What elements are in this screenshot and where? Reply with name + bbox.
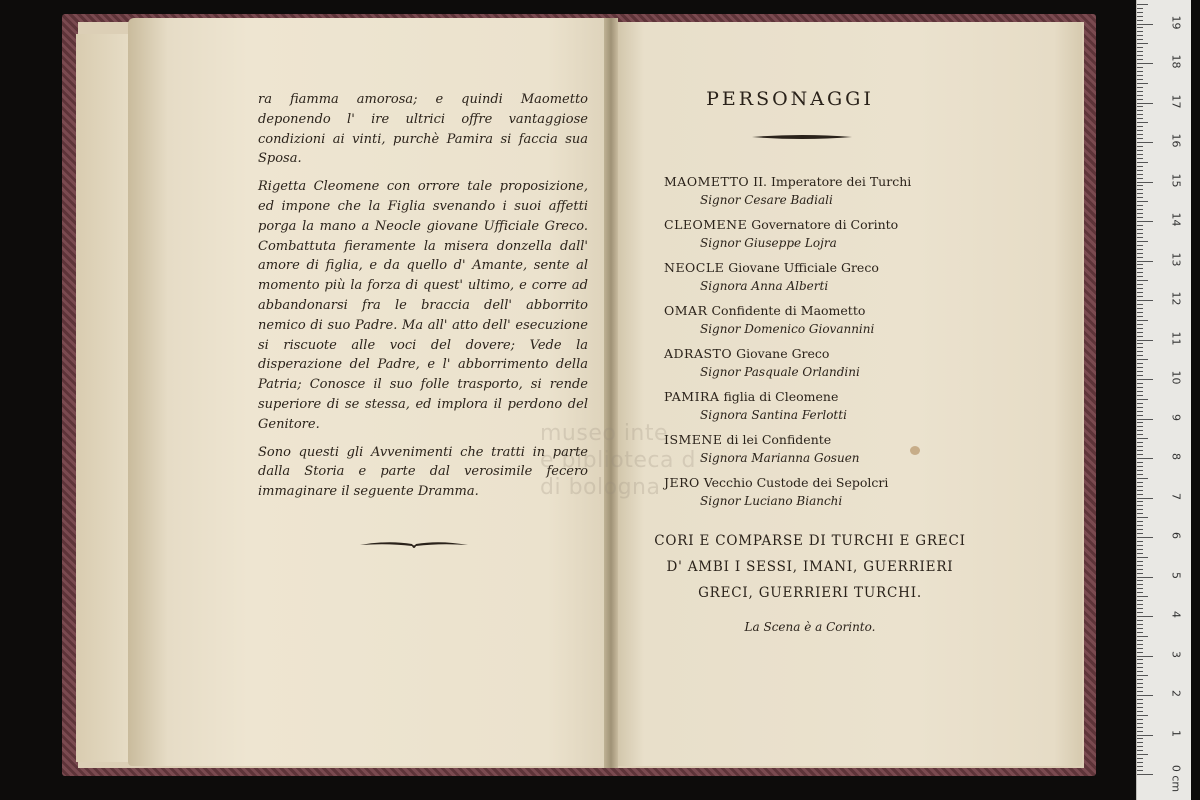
character-role: figlia di Cleomene (723, 389, 839, 404)
ruler-tick (1137, 620, 1143, 621)
ruler-tick (1137, 99, 1143, 100)
ruler-tick (1137, 636, 1148, 637)
ruler-tick (1137, 541, 1143, 542)
ruler-tick (1137, 608, 1143, 609)
ruler-tick (1137, 426, 1143, 427)
cast-entry (664, 473, 964, 516)
cast-entry (664, 301, 964, 344)
ruler-tick (1137, 197, 1143, 198)
ruler-tick (1137, 209, 1143, 210)
ruler-tick (1137, 264, 1143, 265)
actor-name: Signor Luciano Bianchi (700, 494, 843, 508)
ruler-tick (1137, 466, 1143, 467)
actor-name: Signor Pasquale Orlandini (700, 365, 860, 379)
ruler-tick (1137, 746, 1143, 747)
ruler-tick (1137, 12, 1143, 13)
ruler-tick (1137, 715, 1148, 716)
ruler-tick (1137, 549, 1143, 550)
ruler-tick (1137, 83, 1148, 84)
ruler-tick (1137, 679, 1143, 680)
ruler-tick (1137, 114, 1143, 115)
character-role: di lei Confidente (726, 432, 832, 447)
ruler-tick (1137, 213, 1143, 214)
ruler-tick (1137, 387, 1143, 388)
ruler-tick (1137, 407, 1143, 408)
ruler-tick (1137, 391, 1143, 392)
ruler-tick (1137, 652, 1143, 653)
cast-entry (664, 258, 964, 301)
ruler-tick (1137, 573, 1143, 574)
ruler-tick (1137, 95, 1143, 96)
ruler-tick (1137, 312, 1143, 313)
character-role: Governatore di Corinto (751, 217, 899, 232)
ruler-number: 3 (1169, 650, 1183, 658)
ruler-tick (1137, 35, 1143, 36)
ruler-number: 9 (1169, 413, 1183, 421)
ruler-tick (1137, 517, 1148, 518)
character-role: Giovane Greco (736, 346, 830, 361)
ruler-number: 10 (1169, 370, 1183, 385)
ruler-tick (1137, 533, 1143, 534)
ruler-tick (1137, 719, 1143, 720)
ruler-tick (1137, 399, 1148, 400)
ruler-tick (1137, 616, 1153, 617)
ruler-tick (1137, 659, 1143, 660)
ruler-tick (1137, 379, 1153, 380)
ruler-tick (1137, 182, 1153, 183)
character-role: Giovane Ufficiale Greco (728, 260, 879, 275)
ruler-tick (1137, 170, 1143, 171)
ruler-tick (1137, 217, 1143, 218)
ruler-tick (1137, 383, 1143, 384)
character-name: ADRASTO (664, 346, 733, 361)
ruler-tick (1137, 71, 1143, 72)
ruler-tick (1137, 340, 1153, 341)
ruler-tick (1137, 628, 1143, 629)
character-name: CLEOMENE (664, 217, 748, 232)
title-rule-ornament (752, 133, 852, 141)
ruler-tick (1137, 158, 1143, 159)
ruler-number: 8 (1169, 453, 1183, 460)
ruler-tick (1137, 478, 1148, 479)
ruler-tick (1137, 454, 1143, 455)
ruler-tick (1137, 442, 1143, 443)
ruler-number: 17 (1169, 94, 1183, 108)
ruler-tick (1137, 470, 1143, 471)
ruler-tick (1137, 300, 1153, 301)
ruler-tick (1137, 375, 1143, 376)
ruler-tick (1137, 434, 1143, 435)
ruler-tick (1137, 16, 1143, 17)
ruler-tick (1137, 711, 1143, 712)
character-role: II. Imperatore dei Turchi (753, 174, 912, 189)
ruler-tick (1137, 193, 1143, 194)
ruler-tick (1137, 482, 1143, 483)
ruler-tick (1137, 79, 1143, 80)
character-role: Vecchio Custode dei Sepolcri (703, 475, 889, 490)
ruler-number: 5 (1169, 571, 1183, 579)
character-name: PAMIRA (664, 389, 720, 404)
left-page-text (258, 90, 588, 510)
watermark-line: di bologna (540, 475, 661, 500)
ruler-number: 16 (1169, 133, 1183, 148)
ruler-tick (1137, 632, 1143, 633)
ruler-tick (1137, 738, 1143, 739)
ruler-tick (1137, 296, 1143, 297)
ruler-tick (1137, 205, 1143, 206)
ruler-tick (1137, 750, 1143, 751)
ruler-tick (1137, 328, 1143, 329)
ruler-number: 1 (1169, 729, 1183, 737)
ruler-tick (1137, 742, 1143, 743)
ruler-tick (1137, 699, 1143, 700)
ruler-tick (1137, 225, 1143, 226)
actor-name: Signora Marianna Gosuen (700, 451, 860, 465)
ruler-tick (1137, 363, 1143, 364)
ruler-tick (1137, 509, 1143, 510)
ruler-tick (1137, 371, 1143, 372)
ruler-tick (1137, 154, 1143, 155)
ruler-tick (1137, 474, 1143, 475)
actor-name: Signora Santina Ferlotti (700, 408, 847, 422)
ruler-tick (1137, 233, 1143, 234)
ruler-tick (1137, 565, 1143, 566)
ruler-tick (1137, 189, 1143, 190)
ruler-tick (1137, 494, 1143, 495)
chorus-line: D' AMBI I SESSI, IMANI, GUERRIERI (666, 559, 954, 575)
ruler-tick (1137, 774, 1153, 775)
ruler-tick (1137, 118, 1143, 119)
ruler-tick (1137, 754, 1148, 755)
ruler-tick (1137, 766, 1143, 767)
ruler-tick (1137, 146, 1143, 147)
ruler-tick (1137, 438, 1148, 439)
actor-name: Signora Anna Alberti (700, 279, 829, 293)
ruler-tick (1137, 91, 1143, 92)
ruler-tick (1137, 43, 1148, 44)
ruler-tick (1137, 284, 1143, 285)
character-name: OMAR (664, 303, 708, 318)
ruler-tick (1137, 505, 1143, 506)
ruler-tick (1137, 229, 1143, 230)
ruler-tick (1137, 707, 1143, 708)
ruler-number: 13 (1169, 252, 1183, 266)
ruler-tick (1137, 395, 1143, 396)
ruler-tick (1137, 596, 1148, 597)
ruler-tick (1137, 525, 1143, 526)
ruler-tick (1137, 675, 1148, 676)
ruler-tick (1137, 87, 1143, 88)
ruler-tick (1137, 75, 1143, 76)
ruler-tick (1137, 343, 1143, 344)
book-gutter (604, 18, 618, 768)
ruler-tick (1137, 253, 1143, 254)
ruler-tick (1137, 276, 1143, 277)
ruler-number: 15 (1169, 173, 1183, 187)
ruler-tick (1137, 446, 1143, 447)
ruler-tick (1137, 735, 1153, 736)
ruler-tick (1137, 501, 1143, 502)
ruler-tick (1137, 561, 1143, 562)
ruler-tick (1137, 584, 1143, 585)
character-role: Confidente di Maometto (711, 303, 866, 318)
ruler-tick (1137, 521, 1143, 522)
ruler-tick (1137, 687, 1143, 688)
ruler-tick (1137, 166, 1143, 167)
ruler-tick (1137, 261, 1153, 262)
cast-entry (664, 344, 964, 387)
ruler-tick (1137, 257, 1143, 258)
ruler-tick (1137, 411, 1143, 412)
ruler-number: 18 (1169, 54, 1183, 69)
ruler-tick (1137, 415, 1143, 416)
ruler-tick (1137, 731, 1143, 732)
ruler-tick (1137, 592, 1143, 593)
ruler-tick (1137, 727, 1143, 728)
ruler-tick (1137, 304, 1143, 305)
paragraph: ra fiamma amorosa; e quindi Maometto deponendo l' ire ultrici offre vantaggiose condizioni ai vinti, purchè Pamira si faccia sua Sposa. (258, 92, 588, 167)
ruler-tick (1137, 498, 1153, 499)
ruler-tick (1137, 24, 1153, 25)
ruler-tick (1137, 513, 1143, 514)
cast-entry (664, 387, 964, 430)
ruler-tick (1137, 569, 1143, 570)
ruler-tick (1137, 458, 1153, 459)
ruler-tick (1137, 174, 1143, 175)
ruler-tick (1137, 320, 1148, 321)
ruler-tick (1137, 110, 1143, 111)
ruler-number: 6 (1169, 532, 1183, 539)
ruler-number: 2 (1169, 690, 1183, 697)
ruler-tick (1137, 656, 1153, 657)
ruler-tick (1137, 644, 1143, 645)
actor-name: Signor Giuseppe Lojra (700, 236, 837, 250)
ruler-tick (1137, 691, 1143, 692)
ruler-tick (1137, 588, 1143, 589)
ruler-number: 4 (1169, 611, 1183, 618)
ruler-tick (1137, 59, 1143, 60)
ruler-tick (1137, 288, 1143, 289)
chorus-note (650, 528, 970, 606)
ruler-tick (1137, 580, 1143, 581)
ruler-tick (1137, 347, 1143, 348)
ruler-tick (1137, 430, 1143, 431)
actor-name: Signor Cesare Badiali (700, 193, 833, 207)
page-title: PERSONAGGI (706, 88, 874, 110)
ruler-tick (1137, 47, 1143, 48)
ruler-tick (1137, 624, 1143, 625)
ruler-tick (1137, 51, 1143, 52)
ruler-tick (1137, 185, 1143, 186)
ruler-tick (1137, 336, 1143, 337)
ruler-tick (1137, 486, 1143, 487)
ruler-tick (1137, 138, 1143, 139)
ruler-tick (1137, 241, 1148, 242)
ruler-tick (1137, 55, 1143, 56)
ruler-tick (1137, 308, 1143, 309)
ruler-tick (1137, 723, 1143, 724)
ruler-tick (1137, 27, 1143, 28)
ruler-tick (1137, 142, 1153, 143)
character-name: JERO (664, 475, 700, 490)
ruler-tick (1137, 667, 1143, 668)
ruler-tick (1137, 201, 1148, 202)
ruler-number: 12 (1169, 291, 1183, 306)
ruler-tick (1137, 272, 1143, 273)
ruler-tick (1137, 359, 1148, 360)
ruler-tick (1137, 422, 1143, 423)
ruler-tick (1137, 545, 1143, 546)
ruler-tick (1137, 529, 1143, 530)
ruler-number: 14 (1169, 212, 1183, 227)
ruler-tick (1137, 351, 1143, 352)
ruler-number: 7 (1169, 492, 1183, 500)
ruler-tick (1137, 577, 1153, 578)
ruler-tick (1137, 663, 1143, 664)
ruler-tick (1137, 221, 1153, 222)
ruler-tick (1137, 316, 1143, 317)
ruler-tick (1137, 67, 1143, 68)
ruler-tick (1137, 762, 1143, 763)
scene-location: La Scena è a Corinto. (744, 620, 876, 634)
ruler-tick (1137, 557, 1148, 558)
ruler-tick (1137, 758, 1143, 759)
ruler-tick (1137, 490, 1143, 491)
ruler-tick (1137, 268, 1143, 269)
ruler-tick (1137, 178, 1143, 179)
paragraph: Rigetta Cleomene con orrore tale proposizione, ed impone che la Figlia svenando i suoi affetti porga la mano a Neocle giovane Ufficiale Greco. Combattuta fieramente la misera donzella dall' amore di figlia, e da quello d' Amante, sente al momento più la forza di quest' ultimo, e corre ad abbandonarsi fra le braccia dell' abborrito nemico di suo Padre. Ma all' atto dell' esecuzione si riscuote alle voci del dovere; Vede la disperazione del Padre, e l' abborrimento della Patria; Conosce il suo folle trasporto, si rende superiore di se stessa, ed implora il perdono del Genitore. (258, 179, 588, 432)
ruler-tick (1137, 8, 1143, 9)
watermark-line: e biblioteca d (540, 448, 696, 473)
ruler-tick (1137, 126, 1143, 127)
ruler-tick (1137, 292, 1143, 293)
ruler-tick (1137, 63, 1153, 64)
ruler-tick (1137, 4, 1148, 5)
ruler-number: 11 (1169, 331, 1183, 345)
tailpiece-ornament (358, 537, 470, 551)
ruler-tick (1137, 537, 1153, 538)
chorus-line: GRECI, GUERRIERI TURCHI. (698, 585, 922, 601)
ruler-tick (1137, 695, 1153, 696)
ruler-tick (1137, 332, 1143, 333)
cast-entry (664, 215, 964, 258)
ruler-tick (1137, 20, 1143, 21)
ruler-tick (1137, 683, 1143, 684)
paragraph: Sono questi gli Avvenimenti che tratti in parte dalla Storia e parte dal verosimile fecero immaginare il seguente Dramma. (258, 444, 588, 500)
measurement-ruler (1136, 0, 1191, 800)
ruler-tick (1137, 249, 1143, 250)
ruler-tick (1137, 39, 1143, 40)
ruler-tick (1137, 245, 1143, 246)
cast-list (664, 172, 964, 516)
ruler-tick (1137, 122, 1148, 123)
ruler-tick (1137, 134, 1143, 135)
ruler-tick (1137, 419, 1153, 420)
ruler-tick (1137, 130, 1143, 131)
ruler-tick (1137, 450, 1143, 451)
ruler-tick (1137, 355, 1143, 356)
ruler-tick (1137, 671, 1143, 672)
ruler-unit-label: 0 cm (1169, 764, 1183, 793)
watermark-line: museo inte (540, 421, 669, 446)
ruler-tick (1137, 367, 1143, 368)
ruler-tick (1137, 553, 1143, 554)
paper-stain (910, 446, 920, 455)
ruler-number: 19 (1169, 15, 1183, 29)
character-name: MAOMETTO (664, 174, 750, 189)
ruler-tick (1137, 770, 1143, 771)
character-name: ISMENE (664, 432, 723, 447)
ruler-tick (1137, 462, 1143, 463)
actor-name: Signor Domenico Giovannini (700, 322, 875, 336)
ruler-tick (1137, 237, 1143, 238)
flyleaf-edges (76, 34, 128, 762)
ruler-tick (1137, 640, 1143, 641)
chorus-line: CORI E COMPARSE DI TURCHI E GRECI (654, 533, 966, 549)
ruler-tick (1137, 648, 1143, 649)
ruler-tick (1137, 150, 1143, 151)
ruler-tick (1137, 103, 1153, 104)
ruler-tick (1137, 600, 1143, 601)
ruler-tick (1137, 324, 1143, 325)
ruler-tick (1137, 162, 1148, 163)
ruler-tick (1137, 604, 1143, 605)
cast-entry (664, 172, 964, 215)
character-name: NEOCLE (664, 260, 725, 275)
ruler-tick (1137, 403, 1143, 404)
ruler-tick (1137, 703, 1143, 704)
ruler-tick (1137, 31, 1143, 32)
ruler-tick (1137, 612, 1143, 613)
ruler-tick (1137, 106, 1143, 107)
ruler-tick (1137, 280, 1148, 281)
